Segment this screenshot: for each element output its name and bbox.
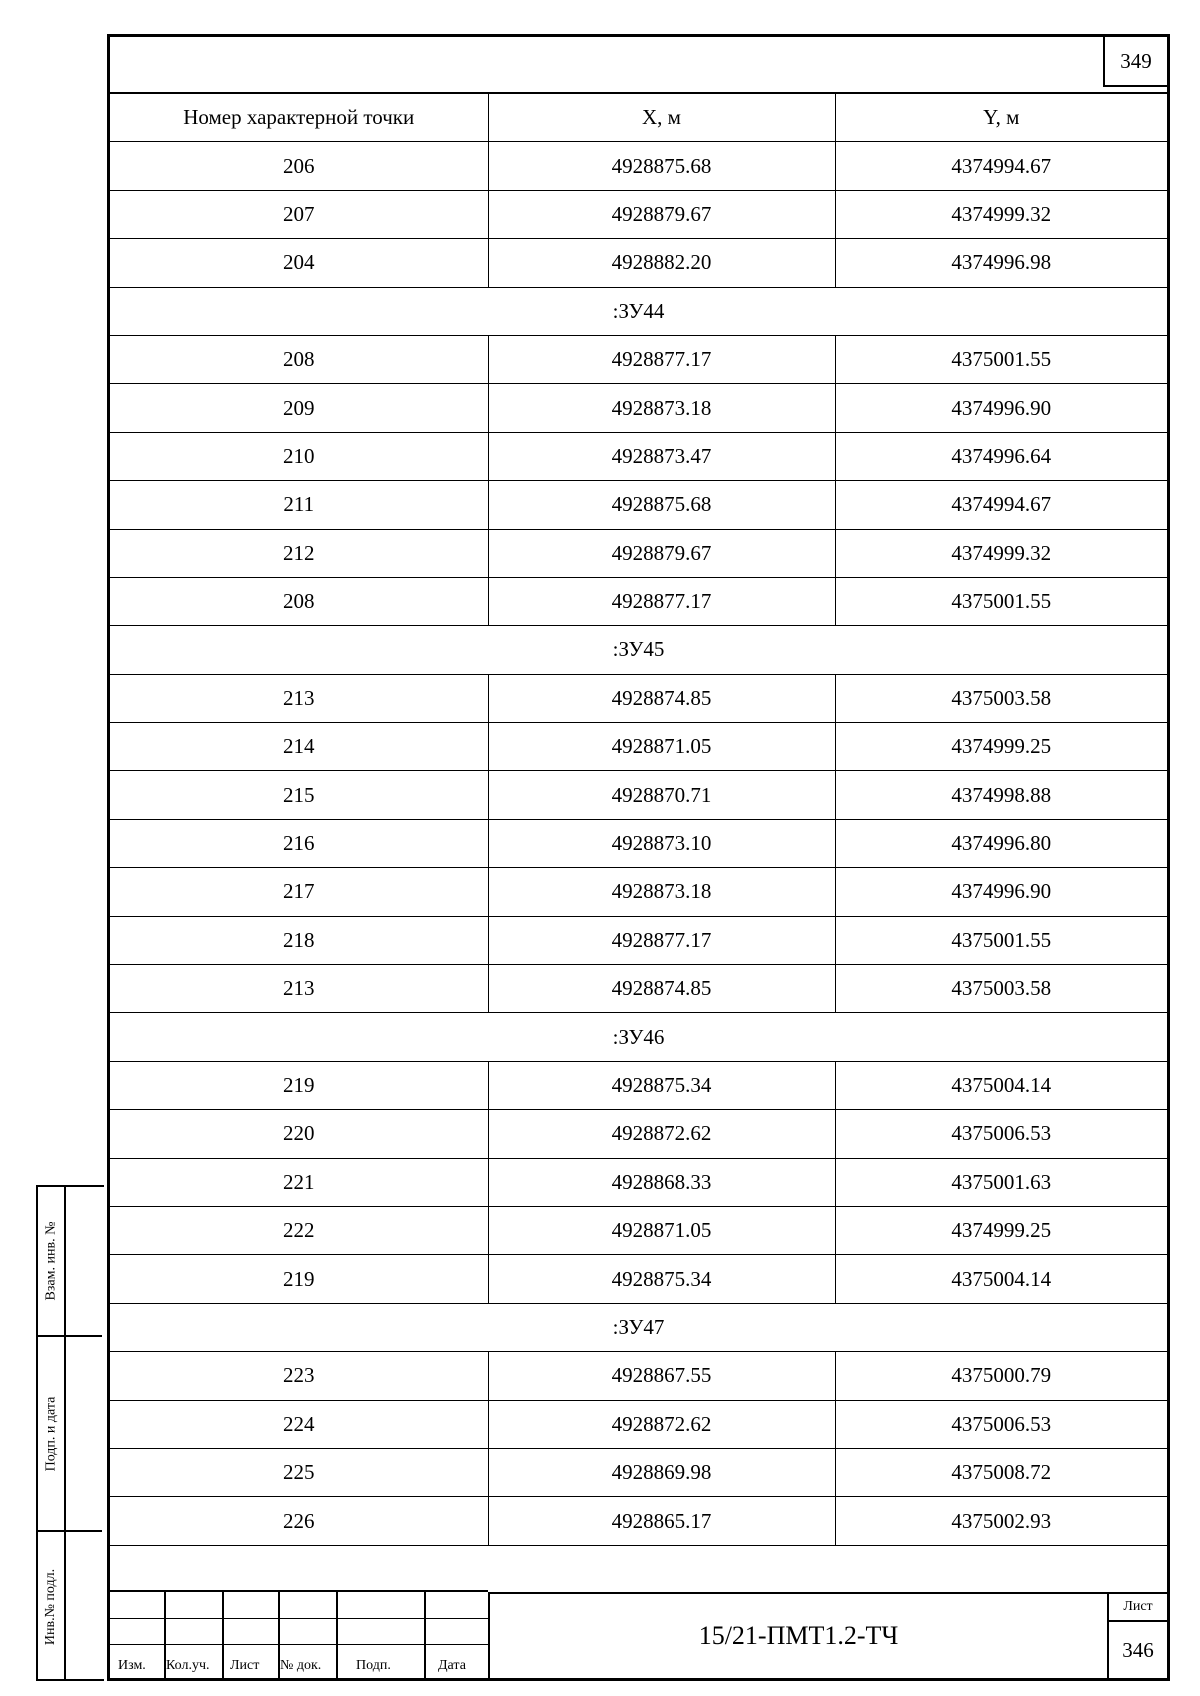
x-coordinate-cell: 4928870.71 xyxy=(488,771,835,819)
page-frame xyxy=(107,34,1170,1681)
y-coordinate-cell: 4374996.90 xyxy=(835,868,1167,916)
stamp-col-list: Лист xyxy=(230,1658,260,1673)
table-row xyxy=(110,239,1167,287)
table-row xyxy=(110,1061,1167,1109)
x-coordinate-cell: 4928871.05 xyxy=(488,723,835,771)
point-number-cell: 213 xyxy=(110,674,488,722)
table-group-row xyxy=(110,1303,1167,1351)
table-group-row xyxy=(110,626,1167,674)
y-coordinate-cell: 4374998.88 xyxy=(835,771,1167,819)
y-coordinate-cell: 4374999.32 xyxy=(835,529,1167,577)
y-coordinate-cell: 4374999.32 xyxy=(835,190,1167,238)
x-coordinate-cell: 4928875.34 xyxy=(488,1061,835,1109)
stamp-col-doc-no: № док. xyxy=(280,1658,322,1673)
point-number-cell: 215 xyxy=(110,771,488,819)
table-row xyxy=(110,1255,1167,1303)
table-row xyxy=(110,529,1167,577)
point-number-cell: 220 xyxy=(110,1110,488,1158)
x-coordinate-cell: 4928874.85 xyxy=(488,965,835,1013)
revision-grid xyxy=(110,1590,488,1678)
point-number-cell: 208 xyxy=(110,335,488,383)
sheet-number: 346 xyxy=(1122,1637,1154,1662)
y-coordinate-cell: 4375004.14 xyxy=(835,1061,1167,1109)
table-row xyxy=(110,771,1167,819)
point-number-cell: 223 xyxy=(110,1352,488,1400)
point-number-cell: 219 xyxy=(110,1061,488,1109)
point-number-cell: 218 xyxy=(110,916,488,964)
stamp-col-kol-uch: Кол.уч. xyxy=(166,1658,210,1673)
table-row xyxy=(110,384,1167,432)
x-coordinate-cell: 4928872.62 xyxy=(488,1400,835,1448)
point-number-cell: 217 xyxy=(110,868,488,916)
x-coordinate-cell: 4928875.34 xyxy=(488,1255,835,1303)
side-cell-sign-date xyxy=(38,1337,102,1532)
point-number-cell: 212 xyxy=(110,529,488,577)
x-coordinate-cell: 4928875.68 xyxy=(488,481,835,529)
point-number-cell: 209 xyxy=(110,384,488,432)
side-stamp xyxy=(36,1185,104,1681)
table-row xyxy=(110,432,1167,480)
y-coordinate-cell: 4375004.14 xyxy=(835,1255,1167,1303)
table-row xyxy=(110,335,1167,383)
side-label-replaced-inv: Взам. инв. № xyxy=(43,1221,58,1301)
point-number-cell: 204 xyxy=(110,239,488,287)
x-coordinate-cell: 4928882.20 xyxy=(488,239,835,287)
table-row xyxy=(110,1206,1167,1254)
point-number-cell: 224 xyxy=(110,1400,488,1448)
stamp-col-podp: Подп. xyxy=(356,1658,391,1673)
point-number-cell: 219 xyxy=(110,1255,488,1303)
y-coordinate-cell: 4375003.58 xyxy=(835,674,1167,722)
point-number-cell: 226 xyxy=(110,1497,488,1545)
table-group-row xyxy=(110,1013,1167,1061)
x-coordinate-cell: 4928877.17 xyxy=(488,916,835,964)
y-coordinate-cell: 4375002.93 xyxy=(835,1497,1167,1545)
x-coordinate-cell: 4928867.55 xyxy=(488,1352,835,1400)
point-number-cell: 225 xyxy=(110,1448,488,1496)
y-coordinate-cell: 4375000.79 xyxy=(835,1352,1167,1400)
side-label-original-inv: Инв.№ подл. xyxy=(43,1568,58,1645)
table-row xyxy=(110,1448,1167,1496)
x-coordinate-cell: 4928879.67 xyxy=(488,190,835,238)
table-row xyxy=(110,142,1167,190)
x-coordinate-cell: 4928875.68 xyxy=(488,142,835,190)
sheet-label: Лист xyxy=(1109,1594,1167,1622)
point-number-cell: 221 xyxy=(110,1158,488,1206)
point-number-cell: 208 xyxy=(110,577,488,625)
stamp-col-izm: Изм. xyxy=(118,1658,146,1673)
x-coordinate-cell: 4928873.10 xyxy=(488,819,835,867)
side-cell-original-inv xyxy=(38,1532,102,1681)
y-coordinate-cell: 4374996.64 xyxy=(835,432,1167,480)
table-row xyxy=(110,1352,1167,1400)
y-coordinate-cell: 4375008.72 xyxy=(835,1448,1167,1496)
header-point-number: Номер характерной точки xyxy=(110,93,488,142)
table-row xyxy=(110,190,1167,238)
y-coordinate-cell: 4374996.98 xyxy=(835,239,1167,287)
table-row xyxy=(110,916,1167,964)
y-coordinate-cell: 4375006.53 xyxy=(835,1400,1167,1448)
table-row xyxy=(110,868,1167,916)
table-group-row xyxy=(110,287,1167,335)
side-cell-replaced-inv xyxy=(38,1187,102,1337)
y-coordinate-cell: 4374999.25 xyxy=(835,1206,1167,1254)
coordinates-table xyxy=(110,92,1167,1546)
y-coordinate-cell: 4375006.53 xyxy=(835,1110,1167,1158)
document-code: 15/21-ПМТ1.2-ТЧ xyxy=(488,1592,1107,1678)
stamp-col-data: Дата xyxy=(438,1658,466,1673)
group-label: :ЗУ46 xyxy=(110,1013,1167,1061)
x-coordinate-cell: 4928868.33 xyxy=(488,1158,835,1206)
x-coordinate-cell: 4928872.62 xyxy=(488,1110,835,1158)
table-row xyxy=(110,577,1167,625)
point-number-cell: 216 xyxy=(110,819,488,867)
x-coordinate-cell: 4928873.18 xyxy=(488,868,835,916)
page-number: 349 xyxy=(1103,37,1167,87)
y-coordinate-cell: 4374999.25 xyxy=(835,723,1167,771)
y-coordinate-cell: 4374994.67 xyxy=(835,142,1167,190)
point-number-cell: 222 xyxy=(110,1206,488,1254)
table-row xyxy=(110,723,1167,771)
table-row xyxy=(110,819,1167,867)
x-coordinate-cell: 4928874.85 xyxy=(488,674,835,722)
y-coordinate-cell: 4375003.58 xyxy=(835,965,1167,1013)
table-row xyxy=(110,965,1167,1013)
table-row xyxy=(110,1158,1167,1206)
table-header-row xyxy=(110,93,1167,142)
header-x: X, м xyxy=(488,93,835,142)
point-number-cell: 213 xyxy=(110,965,488,1013)
header-y: Y, м xyxy=(835,93,1167,142)
y-coordinate-cell: 4375001.55 xyxy=(835,577,1167,625)
x-coordinate-cell: 4928879.67 xyxy=(488,529,835,577)
y-coordinate-cell: 4375001.63 xyxy=(835,1158,1167,1206)
y-coordinate-cell: 4374996.90 xyxy=(835,384,1167,432)
y-coordinate-cell: 4374996.80 xyxy=(835,819,1167,867)
y-coordinate-cell: 4375001.55 xyxy=(835,335,1167,383)
x-coordinate-cell: 4928877.17 xyxy=(488,577,835,625)
point-number-cell: 210 xyxy=(110,432,488,480)
sheet-box xyxy=(1107,1592,1167,1678)
group-label: :ЗУ47 xyxy=(110,1303,1167,1351)
point-number-cell: 207 xyxy=(110,190,488,238)
group-label: :ЗУ45 xyxy=(110,626,1167,674)
x-coordinate-cell: 4928877.17 xyxy=(488,335,835,383)
table-row xyxy=(110,481,1167,529)
point-number-cell: 211 xyxy=(110,481,488,529)
point-number-cell: 214 xyxy=(110,723,488,771)
x-coordinate-cell: 4928865.17 xyxy=(488,1497,835,1545)
table-body xyxy=(110,142,1167,1545)
x-coordinate-cell: 4928873.47 xyxy=(488,432,835,480)
table-row xyxy=(110,1497,1167,1545)
side-label-sign-date: Подп. и дата xyxy=(43,1396,59,1471)
y-coordinate-cell: 4374994.67 xyxy=(835,481,1167,529)
x-coordinate-cell: 4928871.05 xyxy=(488,1206,835,1254)
x-coordinate-cell: 4928869.98 xyxy=(488,1448,835,1496)
x-coordinate-cell: 4928873.18 xyxy=(488,384,835,432)
group-label: :ЗУ44 xyxy=(110,287,1167,335)
y-coordinate-cell: 4375001.55 xyxy=(835,916,1167,964)
table-row xyxy=(110,1110,1167,1158)
point-number-cell: 206 xyxy=(110,142,488,190)
title-block xyxy=(110,1548,1167,1678)
table-row xyxy=(110,674,1167,722)
table-row xyxy=(110,1400,1167,1448)
